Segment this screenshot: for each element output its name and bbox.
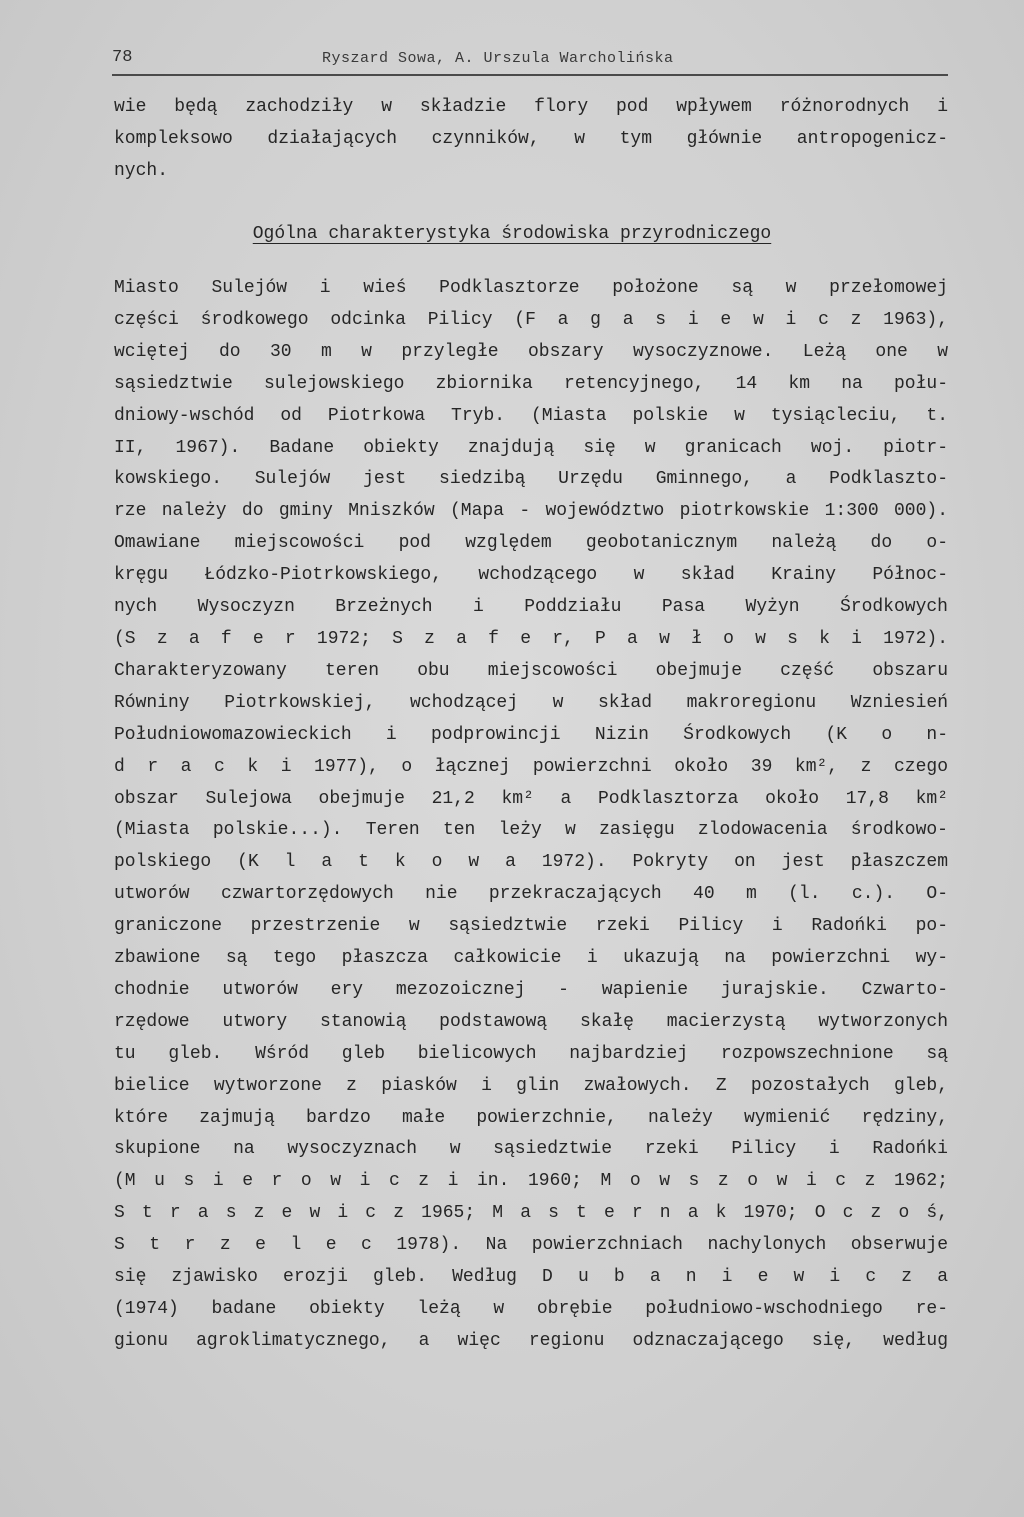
text-line: kręgu Łódzko-Piotrkowskiego, wchodzącego w skład Krainy Północ-: [114, 565, 948, 586]
text-line: S t r a s z e w i c z 1965; M a s t e r n a k 1970; O c z o ś,: [114, 1203, 948, 1224]
text-line: sąsiedztwie sulejowskiego zbiornika retencyjnego, 14 km na połu-: [114, 373, 948, 394]
text-line: zbawione są tego płaszcza całkowicie i ukazują na powierzchni wy-: [114, 948, 948, 969]
text-line: Miasto Sulejów i wieś Podklasztorze położone są w przełomowej: [114, 278, 948, 298]
intro-paragraph: [114, 92, 948, 188]
text-line: nych.: [114, 160, 169, 181]
text-line: Charakteryzowany teren obu miejscowości obejmuje część obszaru: [114, 660, 948, 681]
text-line: dniowy-wschód od Piotrkowa Tryb. (Miasta polskie w tysiącleciu, t.: [114, 405, 948, 426]
section-heading: [0, 224, 1024, 244]
text-line: Równiny Piotrkowskiej, wchodzącej w skład makroregionu Wzniesień: [114, 692, 948, 713]
text-line: skupione na wysoczyznach w sąsiedztwie rzeki Pilicy i Radońki: [114, 1139, 948, 1160]
text-line: II, 1967). Badane obiekty znajdują się w granicach woj. piotr-: [114, 437, 948, 458]
text-line: S t r z e l e c 1978). Na powierzchniach nachylonych obserwuje: [114, 1235, 948, 1256]
text-line: graniczone przestrzenie w sąsiedztwie rzeki Pilicy i Radońki po-: [114, 916, 948, 937]
text-line: obszar Sulejowa obejmuje 21,2 km² a Podklasztorza około 17,8 km²: [114, 788, 948, 809]
text-line: kowskiego. Sulejów jest siedzibą Urzędu Gminnego, a Podklaszto-: [114, 469, 948, 490]
header-rule: [112, 74, 948, 76]
text-line: Omawiane miejscowości pod względem geobotanicznym należą do o-: [114, 533, 948, 554]
text-line: tu gleb. Wśród gleb bielicowych najbardziej rozpowszechnione są: [114, 1043, 948, 1064]
text-line: się zjawisko erozji gleb. Według D u b a n i e w i c z a: [114, 1267, 948, 1288]
text-line: (Miasta polskie...). Teren ten leży w zasięgu zlodowacenia środkowo-: [114, 820, 948, 841]
text-line: utworów czwartorzędowych nie przekraczających 40 m (l. c.). O-: [114, 884, 948, 905]
text-line: które zajmują bardzo małe powierzchnie, należy wymienić rędziny,: [114, 1107, 948, 1128]
text-line: polskiego (K l a t k o w a 1972). Pokryty on jest płaszczem: [114, 852, 948, 873]
text-line: (1974) badane obiekty leżą w obrębie południowo-wschodniego re-: [114, 1299, 948, 1319]
text-line: wciętej do 30 m w przyległe obszary wysoczyznowe. Leżą one w: [114, 341, 948, 362]
text-line: chodnie utworów ery mezozoicznej - wapienie jurajskie. Czwarto-: [114, 979, 948, 1000]
text-line: rzędowe utwory stanowią podstawową skałę macierzystą wytworzonych: [114, 1011, 948, 1032]
page-number: 78: [112, 48, 133, 67]
header-authors: Ryszard Sowa, A. Urszula Warcholińska: [322, 50, 674, 67]
text-line: kompleksowo działających czynników, w tym głównie antropogenicz-: [114, 128, 948, 149]
text-line: nych Wysoczyzn Brzeżnych i Poddziału Pasa Wyżyn Środkowych: [114, 597, 948, 618]
text-line: (M u s i e r o w i c z i in. 1960; M o w s z o w i c z 1962;: [114, 1171, 948, 1192]
body-paragraph: [114, 273, 948, 1358]
text-line: gionu agroklimatycznego, a więc regionu odznaczającego się, według: [114, 1330, 948, 1351]
text-line: części środkowego odcinka Pilicy (F a g a s i e w i c z 1963),: [114, 309, 948, 330]
text-line: wie będą zachodziły w składzie flory pod wpływem różnorodnych i: [114, 97, 948, 117]
text-line: (S z a f e r 1972; S z a f e r, P a w ł o w s k i 1972).: [114, 628, 948, 649]
section-heading-text: Ogólna charakterystyka środowiska przyrodniczego: [252, 224, 772, 244]
running-header: [112, 44, 948, 74]
text-line: d r a c k i 1977), o łącznej powierzchni około 39 km², z czego: [114, 756, 948, 777]
text-line: rze należy do gminy Mniszków (Mapa - województwo piotrkowskie 1:300 000).: [114, 501, 948, 522]
text-line: Południowomazowieckich i podprowincji Nizin Środkowych (K o n-: [114, 724, 948, 745]
text-line: bielice wytworzone z piasków i glin zwałowych. Z pozostałych gleb,: [114, 1075, 948, 1096]
